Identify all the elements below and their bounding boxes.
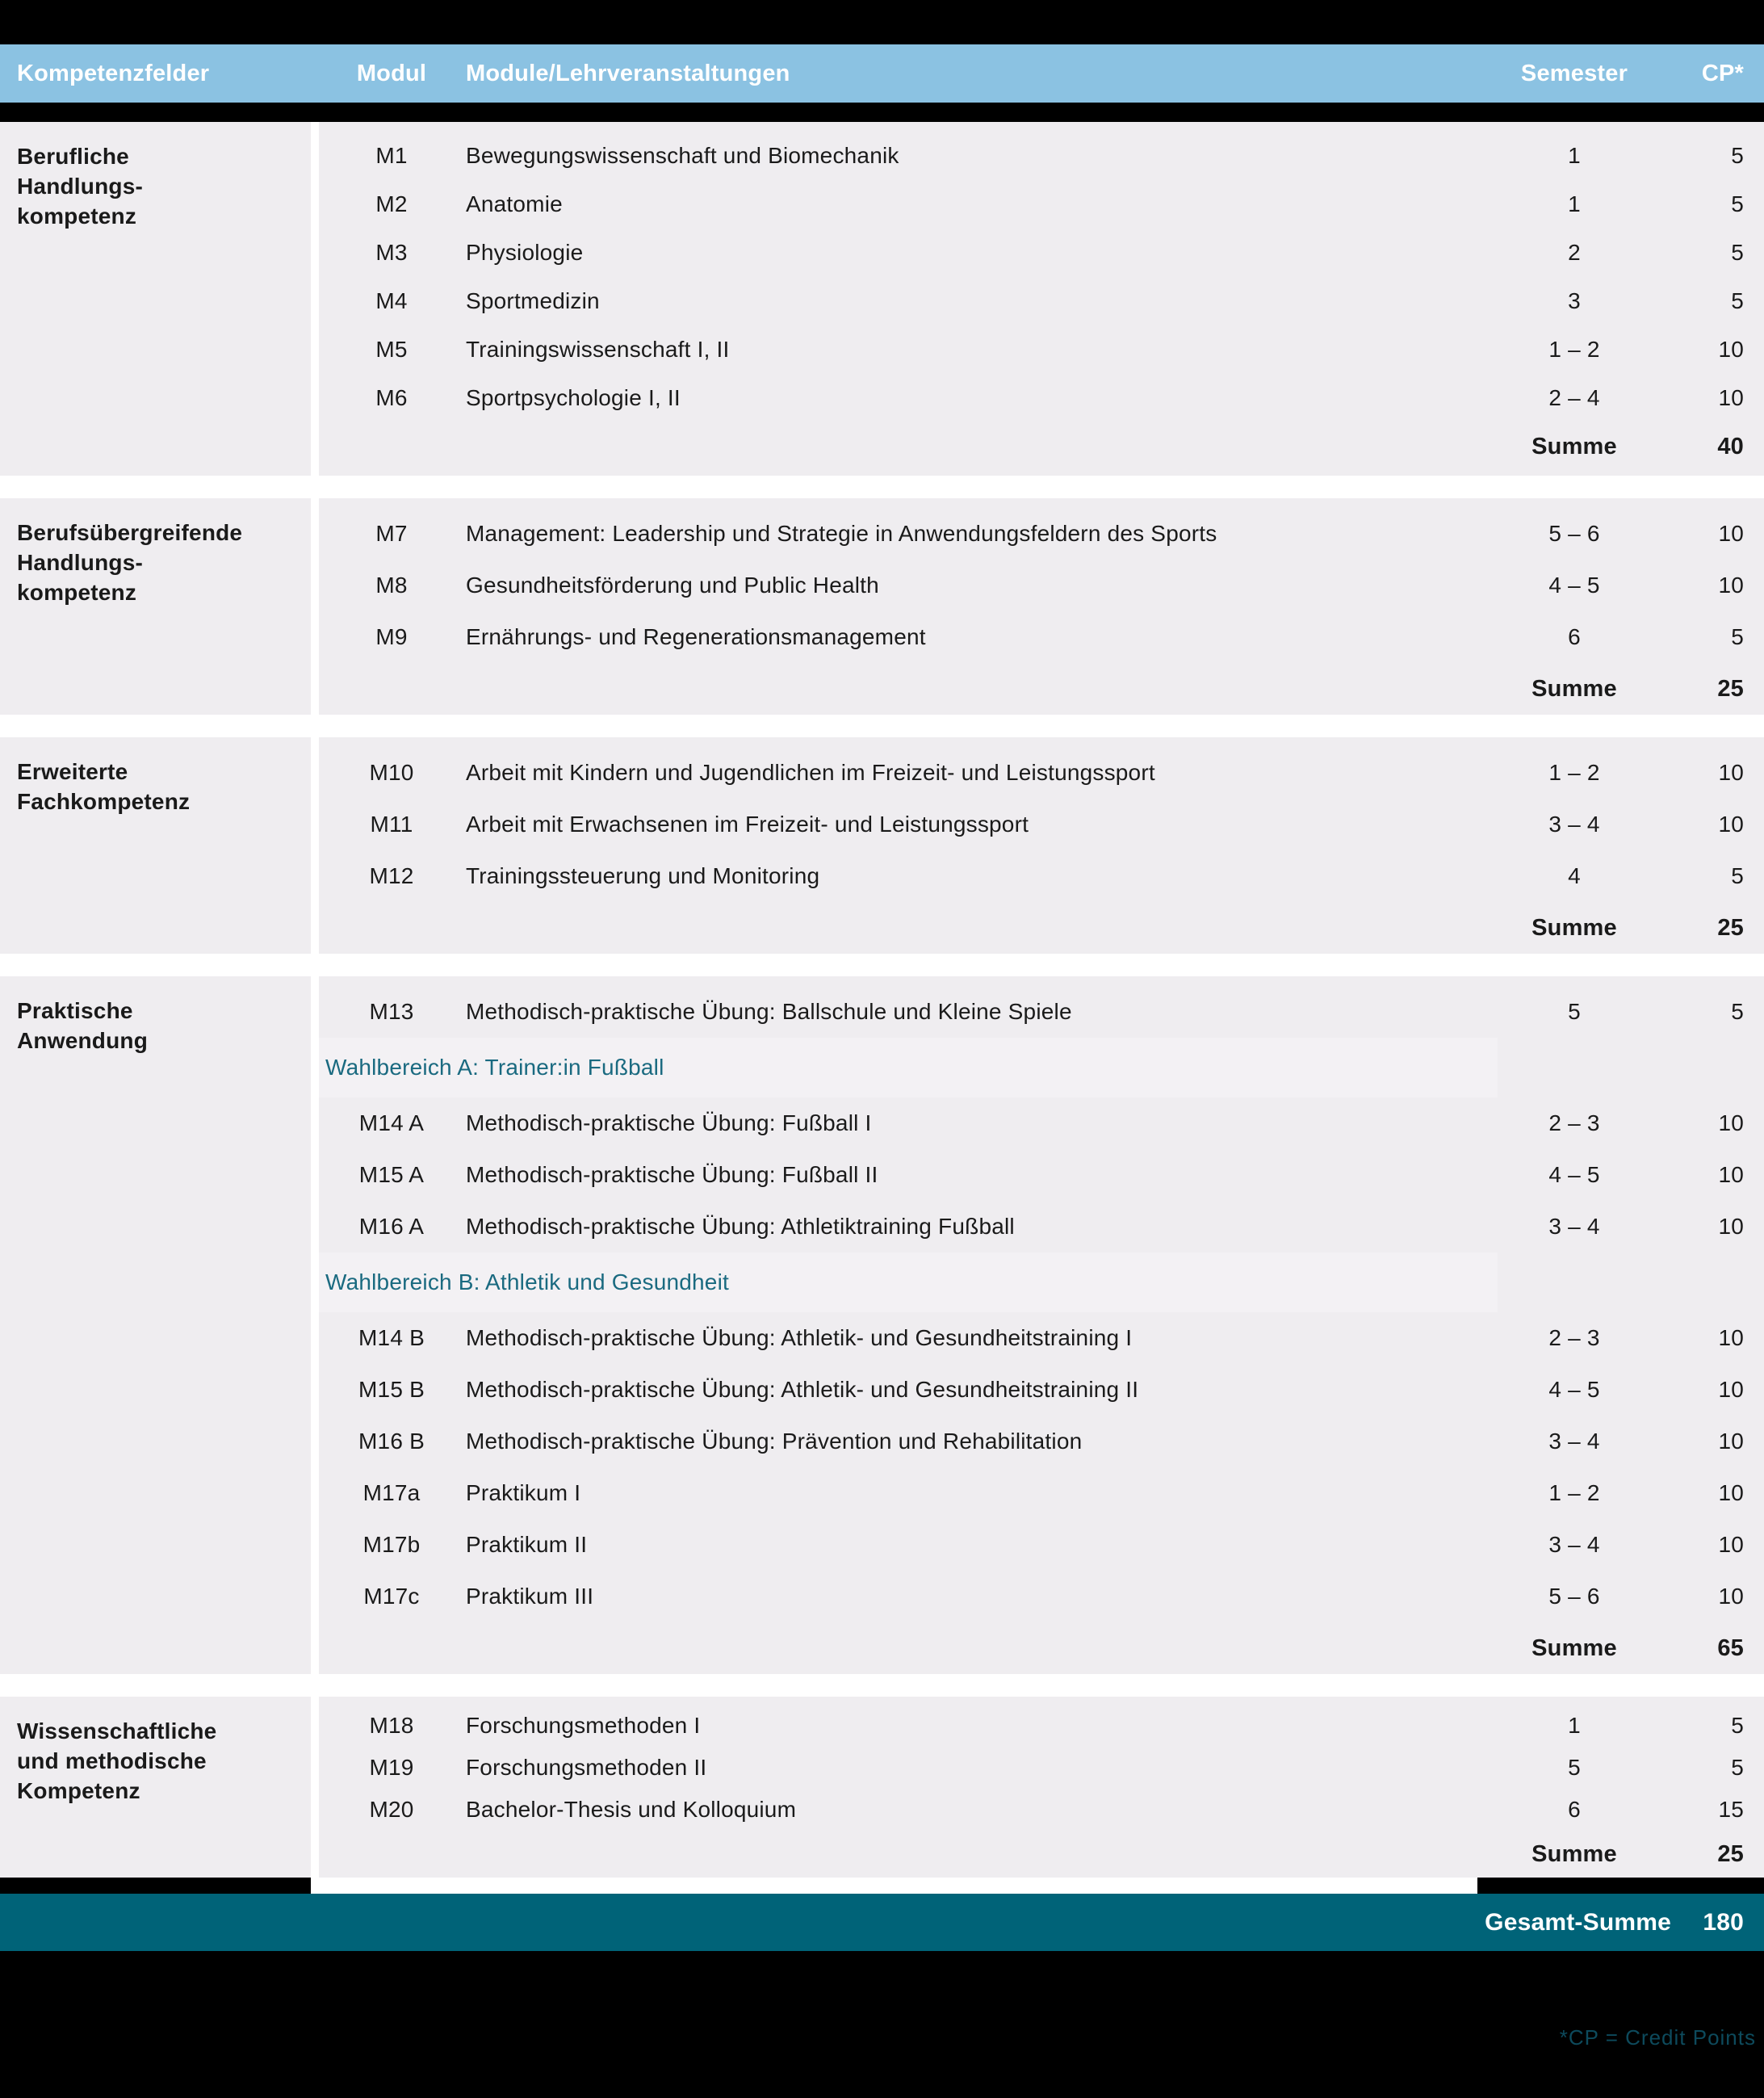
module-name: Bachelor-Thesis und Kolloquium — [466, 1797, 797, 1822]
module-row — [319, 799, 1764, 850]
module-semester: 5 – 6 — [1548, 1584, 1600, 1609]
module-cp: 10 — [1718, 812, 1744, 837]
module-cp: 10 — [1718, 385, 1744, 410]
module-cp: 5 — [1731, 240, 1744, 265]
sum-label: Summe — [1531, 1840, 1617, 1867]
section-sum-row — [319, 902, 1764, 954]
module-code: M6 — [375, 385, 408, 410]
module-name: Methodisch-praktische Übung: Ballschule und Kleine Spiele — [466, 999, 1072, 1024]
module-row — [319, 374, 1764, 422]
section-rows — [319, 976, 1764, 1674]
sum-label: Summe — [1531, 675, 1617, 702]
module-code: M12 — [369, 863, 414, 888]
section-sum-row — [319, 663, 1764, 715]
bottom-strip-left — [0, 1878, 311, 1894]
competence-field-line: Kompetenz — [17, 1778, 140, 1803]
top-black-bar — [0, 0, 1764, 44]
module-semester: 3 – 4 — [1548, 812, 1600, 837]
competence-field-line: Berufliche — [17, 144, 129, 169]
module-row — [319, 1747, 1764, 1789]
section-berufsuebergreifende-handlungskompetenz — [0, 498, 1764, 715]
module-row — [319, 1201, 1764, 1253]
module-cp: 10 — [1718, 1110, 1744, 1135]
module-code: M15 A — [358, 1162, 425, 1187]
module-semester: 5 — [1568, 999, 1581, 1024]
competence-field-line: Handlungs- — [17, 174, 143, 199]
module-code: M14 A — [358, 1110, 425, 1135]
module-cp: 5 — [1731, 999, 1744, 1024]
module-semester: 4 – 5 — [1548, 1377, 1600, 1402]
module-code: M13 — [369, 999, 414, 1024]
module-name: Trainingswissenschaft I, II — [466, 337, 730, 362]
module-semester: 4 — [1568, 863, 1581, 888]
wahlbereich-subheader-row — [319, 1038, 1764, 1097]
sum-value: 25 — [1717, 914, 1744, 941]
competence-field-line: Handlungs- — [17, 550, 143, 575]
table-header — [0, 44, 1764, 103]
wahlbereich-subheader-label: Wahlbereich B: Athletik und Gesundheit — [319, 1253, 1498, 1312]
module-code: M16 A — [358, 1214, 425, 1239]
module-name: Ernährungs- und Regenerationsmanagement — [466, 624, 926, 649]
competence-field-line: Erweiterte — [17, 759, 128, 784]
module-semester: 1 – 2 — [1548, 1480, 1600, 1505]
module-row — [319, 1416, 1764, 1467]
module-code: M20 — [369, 1797, 414, 1822]
competence-field-line: kompetenz — [17, 204, 137, 229]
module-row — [319, 1789, 1764, 1831]
module-name: Methodisch-praktische Übung: Athletik- und Gesundheitstraining II — [466, 1377, 1139, 1402]
module-cp: 5 — [1731, 191, 1744, 216]
module-semester: 3 – 4 — [1548, 1214, 1600, 1239]
module-row — [319, 1519, 1764, 1571]
module-code: M17a — [362, 1480, 421, 1505]
column-header-module-lehrveranstaltungen: Module/Lehrveranstaltungen — [466, 60, 790, 86]
module-row — [319, 325, 1764, 374]
module-row — [319, 132, 1764, 180]
sum-value: 25 — [1717, 675, 1744, 702]
module-name: Arbeit mit Erwachsenen im Freizeit- und Leistungssport — [466, 812, 1029, 837]
module-code: M14 B — [358, 1325, 425, 1350]
module-cp: 10 — [1718, 1377, 1744, 1402]
competence-field-label — [0, 976, 311, 1674]
module-cp: 5 — [1731, 143, 1744, 168]
module-name: Praktikum III — [466, 1584, 594, 1609]
competence-field-line: Wissenschaftliche — [17, 1718, 217, 1743]
section-rows — [319, 498, 1764, 715]
module-code: M2 — [375, 191, 408, 216]
module-code: M16 B — [358, 1429, 425, 1454]
module-cp: 10 — [1718, 760, 1744, 785]
wahlbereich-subheader-label: Wahlbereich A: Trainer:in Fußball — [319, 1038, 1498, 1097]
module-semester: 4 – 5 — [1548, 1162, 1600, 1187]
bottom-black-area — [0, 1951, 1764, 2098]
module-semester: 2 – 3 — [1548, 1110, 1600, 1135]
section-gap — [0, 715, 1764, 737]
module-name: Praktikum I — [466, 1480, 581, 1505]
bottom-strip-middle — [311, 1878, 1477, 1894]
module-semester: 1 — [1568, 1713, 1581, 1738]
sum-label: Summe — [1531, 433, 1617, 459]
module-code: M8 — [375, 573, 408, 598]
module-name: Forschungsmethoden II — [466, 1755, 707, 1780]
module-name: Sportmedizin — [466, 288, 600, 313]
module-cp: 10 — [1718, 1214, 1744, 1239]
module-code: M11 — [370, 812, 413, 837]
module-name: Methodisch-praktische Übung: Fußball I — [466, 1110, 872, 1135]
module-cp: 10 — [1718, 1480, 1744, 1505]
module-row — [319, 1149, 1764, 1201]
module-code: M5 — [375, 337, 408, 362]
module-name: Trainingssteuerung und Monitoring — [466, 863, 820, 888]
section-gap — [0, 1674, 1764, 1697]
section-gap — [0, 954, 1764, 976]
column-seam — [311, 737, 319, 954]
sum-label: Summe — [1531, 914, 1617, 941]
module-code: M18 — [369, 1713, 414, 1738]
module-semester: 3 – 4 — [1548, 1532, 1600, 1557]
module-row — [319, 850, 1764, 902]
module-name: Praktikum II — [466, 1532, 588, 1557]
module-code: M7 — [375, 521, 408, 546]
module-cp: 10 — [1718, 573, 1744, 598]
module-code: M3 — [375, 240, 408, 265]
module-semester: 1 – 2 — [1548, 760, 1600, 785]
module-row — [319, 277, 1764, 325]
module-name: Sportpsychologie I, II — [466, 385, 681, 410]
competence-field-label — [0, 1697, 311, 1878]
module-code: M9 — [375, 624, 408, 649]
section-berufliche-handlungskompetenz — [0, 122, 1764, 476]
section-sum-row — [319, 1622, 1764, 1674]
module-cp: 5 — [1731, 863, 1744, 888]
section-praktische-anwendung — [0, 976, 1764, 1674]
module-name: Management: Leadership und Strategie in Anwendungsfeldern des Sports — [466, 521, 1217, 546]
section-rows — [319, 122, 1764, 476]
column-header-semester: Semester — [1520, 60, 1628, 86]
module-table — [0, 122, 1764, 1878]
sum-label: Summe — [1531, 1634, 1617, 1661]
module-cp: 10 — [1718, 1325, 1744, 1350]
module-row — [319, 1571, 1764, 1622]
module-row — [319, 1364, 1764, 1416]
module-cp: 10 — [1718, 337, 1744, 362]
grand-total-bar — [0, 1894, 1764, 1951]
header-divider-bar — [0, 103, 1764, 122]
module-name: Arbeit mit Kindern und Jugendlichen im Freizeit- und Leistungssport — [466, 760, 1155, 785]
module-cp: 15 — [1718, 1797, 1744, 1822]
module-name: Methodisch-praktische Übung: Athletiktraining Fußball — [466, 1214, 1015, 1239]
grand-total-value: 180 — [1703, 1908, 1744, 1936]
module-row — [319, 1097, 1764, 1149]
module-cp: 5 — [1731, 1755, 1744, 1780]
module-name: Anatomie — [466, 191, 563, 216]
bottom-strip-right — [1477, 1878, 1764, 1894]
module-row — [319, 1705, 1764, 1747]
section-sum-row — [319, 422, 1764, 471]
module-cp: 10 — [1718, 1162, 1744, 1187]
module-name: Physiologie — [466, 240, 584, 265]
grand-total-label: Gesamt-Summe — [1485, 1908, 1671, 1936]
competence-field-line: Anwendung — [17, 1028, 148, 1053]
module-semester: 1 — [1568, 143, 1581, 168]
module-row — [319, 611, 1764, 663]
column-seam — [311, 1697, 319, 1878]
competence-field-line: Fachkompetenz — [17, 789, 191, 814]
module-row — [319, 560, 1764, 611]
module-row — [319, 229, 1764, 277]
module-semester: 1 – 2 — [1548, 337, 1600, 362]
module-row — [319, 747, 1764, 799]
competence-field-label — [0, 122, 311, 476]
module-semester: 6 — [1568, 624, 1581, 649]
module-row — [319, 508, 1764, 560]
module-name: Methodisch-praktische Übung: Athletik- und Gesundheitstraining I — [466, 1325, 1133, 1350]
module-cp: 10 — [1718, 1584, 1744, 1609]
competence-field-line: Praktische — [17, 998, 133, 1023]
table-bottom-strip — [0, 1878, 1764, 1894]
module-name: Methodisch-praktische Übung: Fußball II — [466, 1162, 878, 1187]
section-wissenschaftliche-methodische-kompetenz — [0, 1697, 1764, 1878]
module-code: M17c — [363, 1584, 420, 1609]
module-cp: 5 — [1731, 288, 1744, 313]
column-seam — [311, 976, 319, 1674]
module-cp: 10 — [1718, 1429, 1744, 1454]
column-header-kompetenzfelder: Kompetenzfelder — [17, 60, 210, 86]
module-name: Bewegungswissenschaft und Biomechanik — [466, 143, 899, 168]
module-code: M4 — [375, 288, 408, 313]
section-rows — [319, 1697, 1764, 1878]
module-semester: 6 — [1568, 1797, 1581, 1822]
column-seam — [311, 498, 319, 715]
module-row — [319, 1312, 1764, 1364]
module-cp: 10 — [1718, 521, 1744, 546]
module-row — [319, 1467, 1764, 1519]
module-cp: 5 — [1731, 1713, 1744, 1738]
module-name: Gesundheitsförderung und Public Health — [466, 573, 879, 598]
section-gap — [0, 476, 1764, 498]
sum-value: 25 — [1717, 1840, 1744, 1867]
module-semester: 1 — [1568, 191, 1581, 216]
competence-field-line: und methodische — [17, 1748, 207, 1773]
module-code: M15 B — [358, 1377, 425, 1402]
column-seam — [311, 122, 319, 476]
module-semester: 5 — [1568, 1755, 1581, 1780]
competence-field-line: kompetenz — [17, 580, 137, 605]
module-semester: 3 — [1568, 288, 1581, 313]
competence-field-line: Berufsübergreifende — [17, 520, 243, 545]
section-rows — [319, 737, 1764, 954]
cp-footnote: *CP = Credit Points — [1559, 2025, 1756, 2050]
section-erweiterte-fachkompetenz — [0, 737, 1764, 954]
section-sum-row — [319, 1831, 1764, 1878]
module-semester: 3 – 4 — [1548, 1429, 1600, 1454]
competence-field-label — [0, 737, 311, 954]
module-semester: 5 – 6 — [1548, 521, 1600, 546]
module-semester: 2 – 4 — [1548, 385, 1600, 410]
module-name: Methodisch-praktische Übung: Prävention und Rehabilitation — [466, 1429, 1083, 1454]
module-row — [319, 180, 1764, 229]
column-header-modul: Modul — [356, 60, 427, 86]
sum-value: 40 — [1717, 433, 1744, 459]
module-code: M10 — [369, 760, 414, 785]
module-name: Forschungsmethoden I — [466, 1713, 701, 1738]
module-semester: 2 – 3 — [1548, 1325, 1600, 1350]
module-cp: 5 — [1731, 624, 1744, 649]
module-semester: 2 — [1568, 240, 1581, 265]
module-code: M19 — [369, 1755, 414, 1780]
wahlbereich-subheader-row — [319, 1253, 1764, 1312]
module-code: M1 — [375, 143, 408, 168]
sum-value: 65 — [1717, 1634, 1744, 1661]
module-semester: 4 – 5 — [1548, 573, 1600, 598]
module-cp: 10 — [1718, 1532, 1744, 1557]
competence-field-label — [0, 498, 311, 715]
module-row — [319, 986, 1764, 1038]
module-code: M17b — [362, 1532, 421, 1557]
column-header-cp: CP* — [1701, 60, 1744, 86]
